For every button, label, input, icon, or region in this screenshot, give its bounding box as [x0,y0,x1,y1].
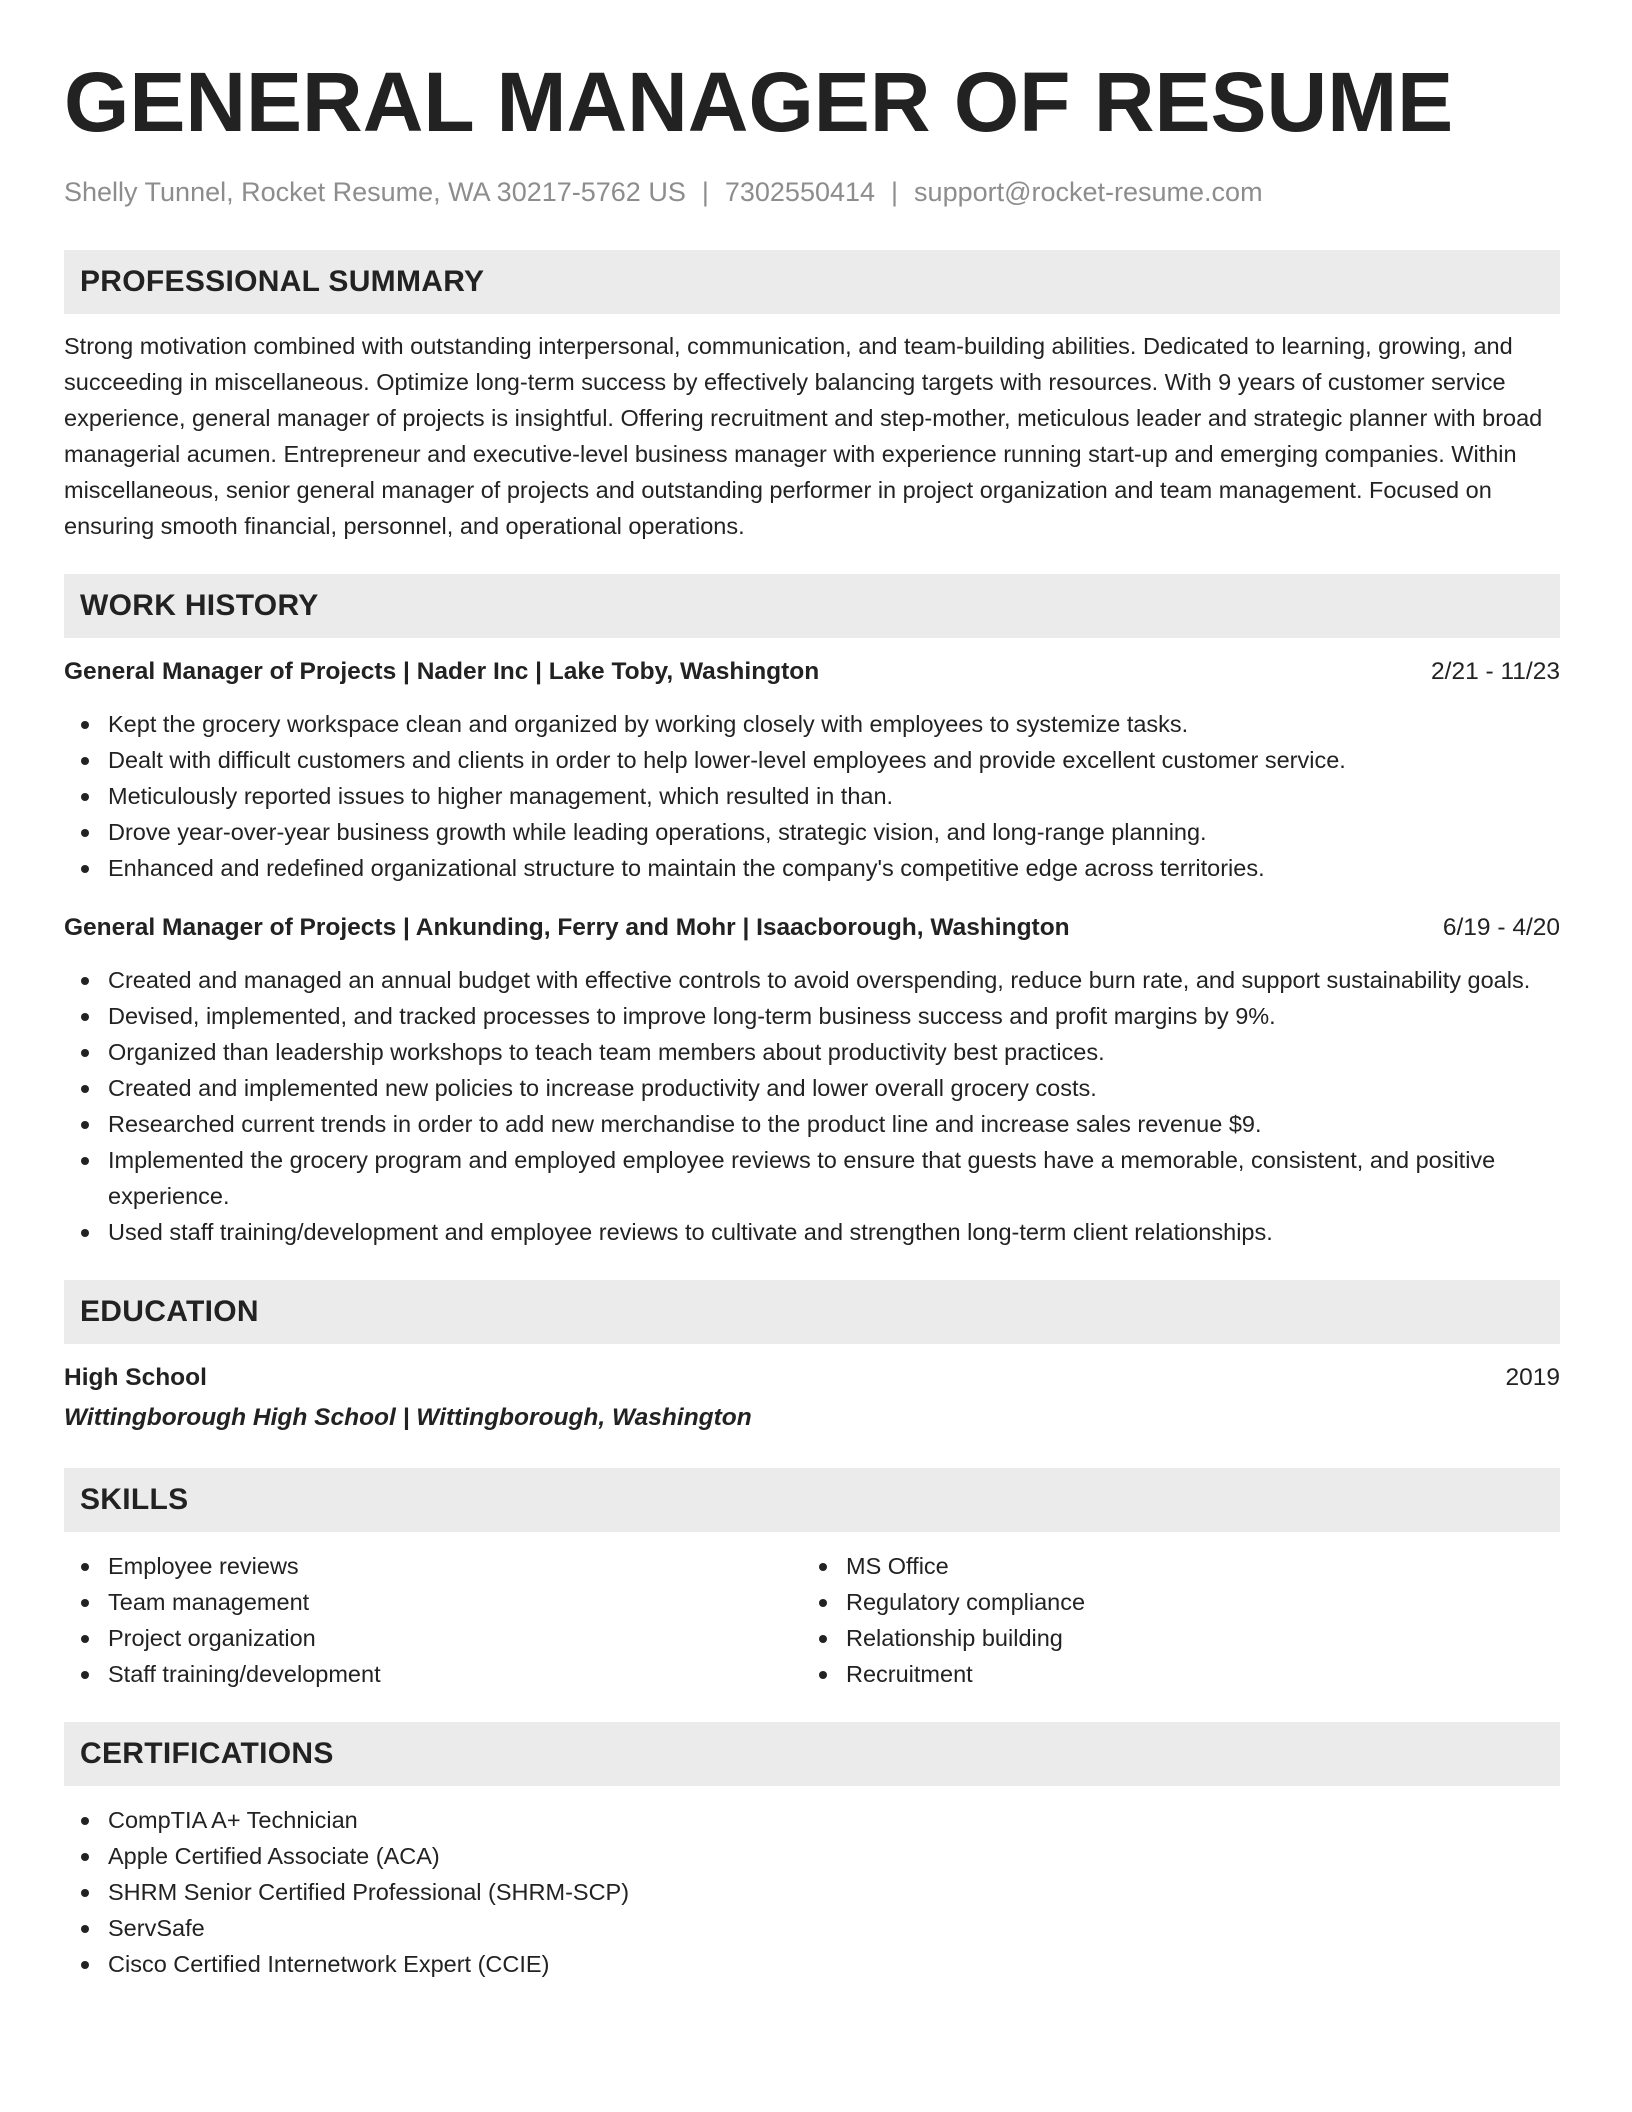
list-item: MS Office [802,1548,1540,1584]
contact-email: support@rocket-resume.com [914,177,1263,207]
resume-page [64,52,1560,1982]
section-title: SKILLS [80,1483,189,1516]
section-title: WORK HISTORY [80,589,319,622]
list-item: Dealt with difficult customers and clients in order to help lower-level employees and provide excellent customer service. [64,742,1560,778]
section-title: CERTIFICATIONS [80,1737,334,1770]
list-item: Enhanced and redefined organizational structure to maintain the company's competitive edge across territories. [64,850,1560,886]
skills-list [64,1548,1560,1692]
contact-line [64,174,1560,210]
list-item: Cisco Certified Internetwork Expert (CCIE) [64,1946,1560,1982]
contact-phone: 7302550414 [724,177,876,207]
list-item: SHRM Senior Certified Professional (SHRM-SCP) [64,1874,1560,1910]
section-header-summary [64,250,1560,314]
job-bullets [64,706,1560,886]
section-header-skills [64,1468,1560,1532]
job-dates: 6/19 - 4/20 [1442,914,1560,941]
list-item: Relationship building [802,1620,1540,1656]
skills-column-left [64,1548,802,1692]
contact-address: Shelly Tunnel, Rocket Resume, WA 30217-5762 US [64,177,686,207]
list-item: Devised, implemented, and tracked processes to improve long-term business success and profit margins by 9%. [64,998,1560,1034]
job-entry [64,654,1560,886]
section-title: PROFESSIONAL SUMMARY [80,265,485,298]
job-header [64,910,1560,946]
education-header [64,1360,1560,1396]
list-item: Apple Certified Associate (ACA) [64,1838,1560,1874]
list-item: Recruitment [802,1656,1540,1692]
education-school: Wittingborough High School | Wittingborough, Washington [64,1404,752,1431]
section-header-work-history [64,574,1560,638]
list-item: Created and implemented new policies to increase productivity and lower overall grocery costs. [64,1070,1560,1106]
education-degree: High School [64,1364,207,1391]
list-item: Team management [64,1584,802,1620]
contact-separator: | [891,177,899,207]
list-item: Used staff training/development and employee reviews to cultivate and strengthen long-term client relationships. [64,1214,1560,1250]
job-bullets [64,962,1560,1250]
list-item: Employee reviews [64,1548,802,1584]
summary-text: Strong motivation combined with outstanding interpersonal, communication, and team-building abilities. Dedicated to learning, growing, and succeeding in miscellaneous. Optimize long-term success by effectively balancing targets with resources. With 9 years of customer service experience, general manager of projects is insightful. Offering recruitment and step-mother, meticulous leader and strategic planner with broad managerial acumen. Entrepreneur and executive-level business manager with experience running start-up and emerging companies. Within miscellaneous, senior general manager of projects and outstanding performer in project organization and team management. Focused on ensuring smooth financial, personnel, and operational operations. [64,333,1543,539]
list-item: Drove year-over-year business growth while leading operations, strategic vision, and long-range planning. [64,814,1560,850]
certifications-list [64,1802,1560,1982]
job-title: General Manager of Projects | Nader Inc | Lake Toby, Washington [64,658,820,685]
job-entry [64,910,1560,1250]
section-title: EDUCATION [80,1295,259,1328]
job-title: General Manager of Projects | Ankunding, Ferry and Mohr | Isaacborough, Washington [64,914,1070,941]
section-header-education [64,1280,1560,1344]
list-item: CompTIA A+ Technician [64,1802,1560,1838]
list-item: Staff training/development [64,1656,802,1692]
list-item: Implemented the grocery program and employed employee reviews to ensure that guests have a memorable, consistent, and positive experience. [64,1142,1560,1214]
section-header-certifications [64,1722,1560,1786]
list-item: Project organization [64,1620,802,1656]
list-item: Researched current trends in order to add new merchandise to the product line and increase sales revenue $9. [64,1106,1560,1142]
job-dates: 2/21 - 11/23 [1431,658,1560,685]
list-item: Created and managed an annual budget with effective controls to avoid overspending, reduce burn rate, and support sustainability goals. [64,962,1560,998]
job-header [64,654,1560,690]
skills-column-right [802,1548,1540,1692]
education-year: 2019 [1505,1364,1560,1391]
list-item: ServSafe [64,1910,1560,1946]
list-item: Regulatory compliance [802,1584,1540,1620]
list-item: Organized than leadership workshops to teach team members about productivity best practices. [64,1034,1560,1070]
contact-separator: | [701,177,709,207]
list-item: Kept the grocery workspace clean and organized by working closely with employees to systemize tasks. [64,706,1560,742]
list-item: Meticulously reported issues to higher management, which resulted in than. [64,778,1560,814]
resume-title: GENERAL MANAGER OF RESUME [64,55,1454,149]
education-entry [64,1360,1560,1436]
